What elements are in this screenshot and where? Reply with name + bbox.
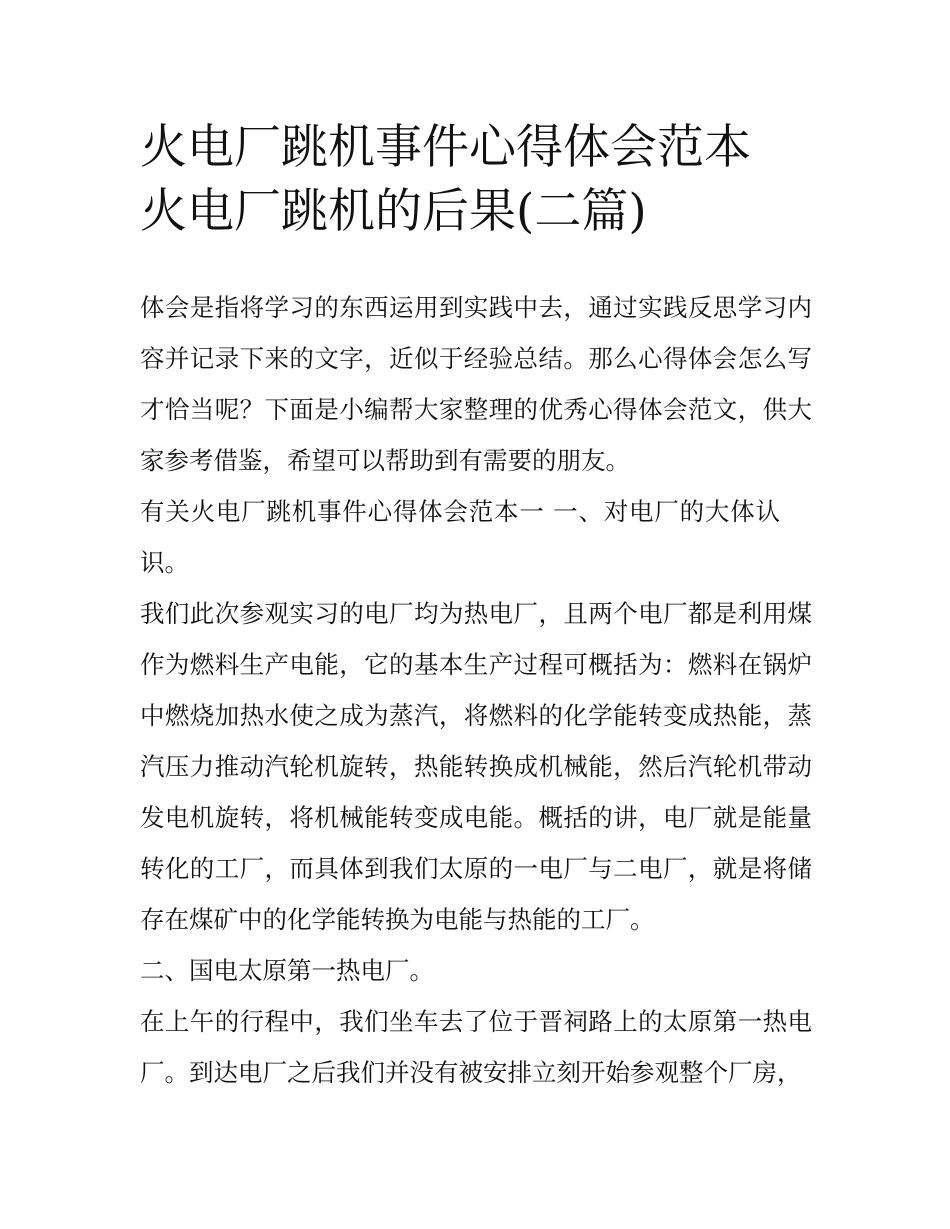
section-heading-1: 有关火电厂跳机事件心得体会范本一 一、对电厂的大体认识。	[140, 497, 780, 577]
title-line-1: 火电厂跳机事件心得体会范本	[140, 120, 751, 175]
section-heading-2: 二、国电太原第一热电厂。	[140, 956, 434, 985]
body-paragraph-2: 在上午的行程中，我们坐车去了位于晋祠路上的太原第一热电厂。到达电厂之后我们并没有被安排立刻开始参观整个厂房，	[140, 1007, 812, 1087]
body-paragraph-1: 我们此次参观实习的电厂均为热电厂，且两个电厂都是利用煤作为燃料生产电能，它的基本生产过程可概括为：燃料在锅炉中燃烧加热水使之成为蒸汽，将燃料的化学能转变成热能，蒸汽压力推动汽轮机旋转，热能转换成机械能，然后汽轮机带动发电机旋转，将机械能转变成电能。概括的讲，电厂就是能量转化的工厂，而具体到我们太原的一电厂与二电厂，就是将储存在煤矿中的化学能转换为电能与热能的工厂。	[140, 599, 812, 934]
document-body	[140, 282, 812, 1098]
intro-paragraph: 体会是指将学习的东西运用到实践中去，通过实践反思学习内容并记录下来的文字，近似于经验总结。那么心得体会怎么写才恰当呢？下面是小编帮大家整理的优秀心得体会范文，供大家参考借鉴，希望可以帮助到有需要的朋友。	[140, 293, 812, 475]
title-line-2: 火电厂跳机的后果(二篇)	[140, 184, 647, 239]
document-title	[140, 116, 820, 244]
